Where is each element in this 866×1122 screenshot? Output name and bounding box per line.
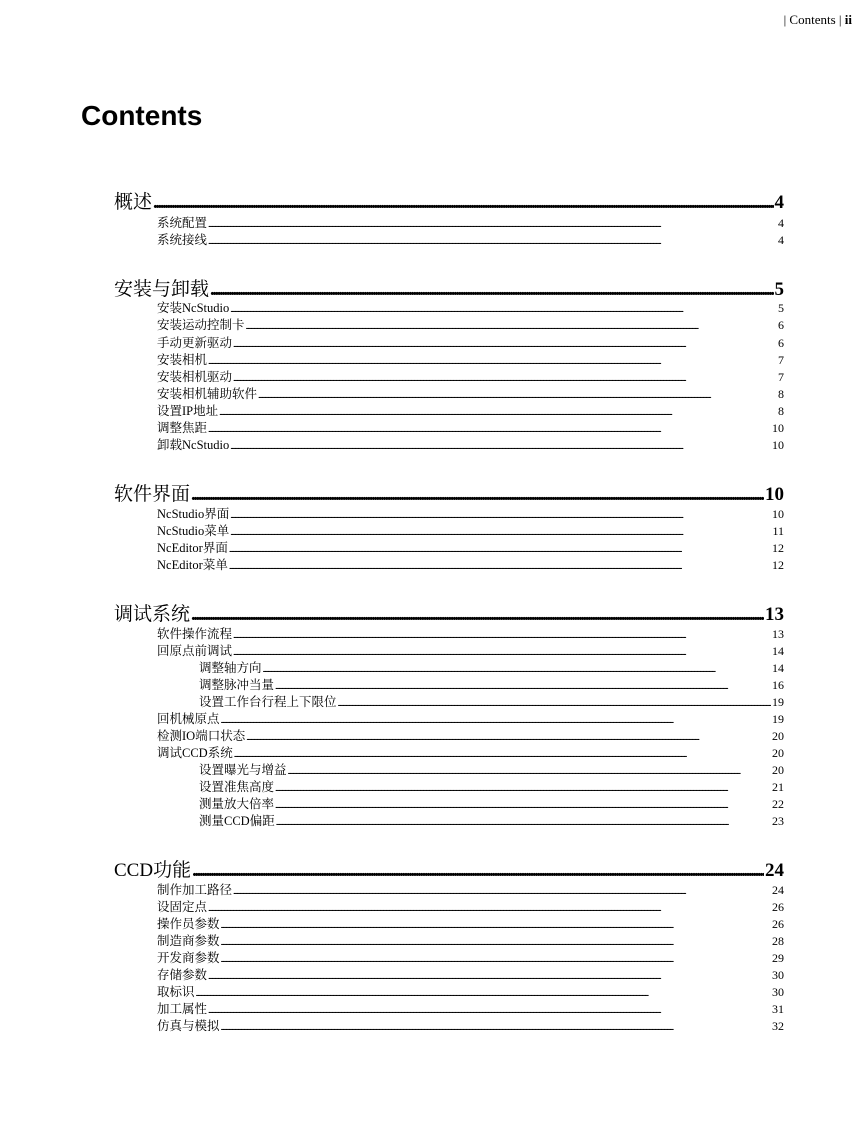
- toc-entry-label: 取标识: [157, 985, 195, 999]
- toc-entry-label: 安装运动控制卡: [157, 318, 245, 332]
- toc-entry-label: 开发商参数: [157, 951, 220, 965]
- dot-leader: [208, 424, 771, 434]
- dot-leader: [246, 321, 777, 331]
- dot-leader: [208, 971, 771, 981]
- dot-leader: [230, 441, 771, 451]
- dot-leader: [229, 544, 771, 554]
- dot-leader: [208, 1005, 771, 1015]
- toc-entry-label: NcEditor菜单: [157, 558, 228, 572]
- toc-section-entry[interactable]: [0, 298, 866, 315]
- toc-section-entry[interactable]: [0, 230, 866, 247]
- toc-section-entry[interactable]: [0, 931, 866, 948]
- toc-section-entry[interactable]: [0, 948, 866, 965]
- toc-entry-label: 软件界面: [114, 484, 191, 505]
- toc-entry-page-number: 31: [772, 1002, 784, 1016]
- toc-section-entry[interactable]: [0, 897, 866, 914]
- toc-subsection-entry[interactable]: [0, 794, 866, 811]
- toc-entry-page-number: 24: [772, 883, 784, 897]
- toc-entry-label: 仿真与模拟: [157, 1019, 220, 1033]
- toc-section-entry[interactable]: [0, 333, 866, 350]
- toc-entry-page-number: 10: [772, 438, 784, 452]
- toc-section-entry[interactable]: [0, 367, 866, 384]
- toc-section-entry[interactable]: [0, 965, 866, 982]
- toc-entry-label: NcStudio菜单: [157, 524, 230, 538]
- dot-leader: [221, 937, 771, 947]
- dot-leader: [288, 766, 771, 776]
- toc-entry-label: 调试系统: [114, 604, 191, 625]
- dot-leader: [221, 715, 771, 725]
- toc-entry-page-number: 20: [772, 729, 784, 743]
- dot-leader: [275, 783, 771, 793]
- toc-entry-label: 调整焦距: [157, 421, 208, 435]
- toc-entry-page-number: 29: [772, 951, 784, 965]
- toc-entry-page-number: 23: [772, 814, 784, 828]
- toc-entry-page-number: 19: [772, 695, 784, 709]
- toc-entry-page-number: 11: [772, 524, 784, 538]
- toc-entry-label: 调整轴方向: [199, 661, 262, 675]
- toc-subsection-entry[interactable]: [0, 692, 866, 709]
- toc-section-entry[interactable]: [0, 401, 866, 418]
- toc-entry-page-number: 4: [774, 192, 784, 213]
- dot-leader: [196, 988, 771, 998]
- toc-entry-label: NcEditor界面: [157, 541, 228, 555]
- toc-section-entry[interactable]: [0, 384, 866, 401]
- dot-leader: [233, 647, 771, 657]
- toc-entry-page-number: 21: [772, 780, 784, 794]
- toc-section-entry[interactable]: [0, 538, 866, 555]
- toc-entry-label: 系统接线: [157, 233, 208, 247]
- dot-leader: [153, 192, 773, 214]
- toc-entry-label: 制作加工路径: [157, 883, 233, 897]
- dot-leader: [258, 390, 777, 400]
- dot-leader: [234, 749, 771, 759]
- toc-section-entry[interactable]: [0, 504, 866, 521]
- toc-entry-page-number: 6: [778, 336, 784, 350]
- toc-section-entry[interactable]: [0, 914, 866, 931]
- dot-leader: [191, 484, 764, 506]
- toc-chapter-entry[interactable]: [0, 855, 866, 883]
- toc-entry-page-number: 10: [765, 484, 784, 505]
- toc-entry-page-number: 5: [774, 279, 784, 300]
- toc-subsection-entry[interactable]: [0, 675, 866, 692]
- toc-entry-label: NcStudio界面: [157, 507, 230, 521]
- toc-chapter-entry[interactable]: [0, 599, 866, 627]
- toc-section-entry[interactable]: [0, 418, 866, 435]
- dot-leader: [229, 561, 771, 571]
- dot-leader: [246, 732, 771, 742]
- toc-subsection-entry[interactable]: [0, 760, 866, 777]
- toc-entry-page-number: 12: [772, 558, 784, 572]
- toc-entry-label: 回机械原点: [157, 712, 220, 726]
- dot-leader: [208, 356, 777, 366]
- toc-entry-page-number: 26: [772, 900, 784, 914]
- toc-entry-label: 设置IP地址: [157, 404, 219, 418]
- toc-entry-page-number: 8: [778, 387, 784, 401]
- toc-chapter-entry[interactable]: [0, 187, 866, 215]
- toc-entry-page-number: 16: [772, 678, 784, 692]
- toc-entry-label: 检测IO端口状态: [157, 729, 246, 743]
- dot-leader: [233, 373, 777, 383]
- toc-entry-page-number: 6: [778, 318, 784, 332]
- toc-entry-page-number: 19: [772, 712, 784, 726]
- toc-entry-page-number: 8: [778, 404, 784, 418]
- toc-entry-page-number: 28: [772, 934, 784, 948]
- toc-section-entry[interactable]: [0, 521, 866, 538]
- toc-chapter-entry[interactable]: [0, 479, 866, 507]
- page-title: Contents: [81, 100, 203, 131]
- toc-entry-label: 安装NcStudio: [157, 301, 230, 315]
- dot-leader: [191, 604, 764, 626]
- toc-entry-page-number: 7: [778, 370, 784, 384]
- toc-entry-page-number: 13: [772, 627, 784, 641]
- toc-section-entry[interactable]: [0, 435, 866, 452]
- toc-entry-page-number: 20: [772, 763, 784, 777]
- toc-section-entry[interactable]: [0, 641, 866, 658]
- toc-entry-page-number: 5: [778, 301, 784, 315]
- toc-section-entry[interactable]: [0, 999, 866, 1016]
- dot-leader: [208, 903, 771, 913]
- toc-entry-label: 手动更新驱动: [157, 336, 233, 350]
- toc-entry-page-number: 12: [772, 541, 784, 555]
- toc-entry-label: 调整脉冲当量: [199, 678, 275, 692]
- toc-entry-page-number: 30: [772, 985, 784, 999]
- dot-leader: [221, 920, 771, 930]
- toc-entry-page-number: 22: [772, 797, 784, 811]
- toc-section-entry[interactable]: [0, 555, 866, 572]
- toc-entry-page-number: 7: [778, 353, 784, 367]
- toc-entry-label: 安装与卸载: [114, 279, 210, 300]
- toc-entry-label: 设置工作台行程上下限位: [199, 695, 337, 709]
- dot-leader: [233, 886, 771, 896]
- toc-section-entry[interactable]: [0, 709, 866, 726]
- toc-entry-label: 存储参数: [157, 968, 208, 982]
- dot-leader: [192, 860, 764, 882]
- toc-section-entry[interactable]: [0, 982, 866, 999]
- header-prefix: | Contents |: [783, 12, 842, 27]
- toc-entry-label: 安装相机驱动: [157, 370, 233, 384]
- dot-leader: [233, 630, 771, 640]
- toc-entry-label: 安装相机辅助软件: [157, 387, 258, 401]
- toc-entry-page-number: 10: [772, 507, 784, 521]
- dot-leader: [233, 339, 777, 349]
- toc-section-entry[interactable]: [0, 624, 866, 641]
- toc-entry-label: 概述: [114, 192, 153, 213]
- toc-entry-page-number: 26: [772, 917, 784, 931]
- dot-leader: [230, 304, 777, 314]
- toc-entry-page-number: 13: [765, 604, 784, 625]
- toc-subsection-entry[interactable]: [0, 777, 866, 794]
- toc-entry-label: 设置准焦高度: [199, 780, 275, 794]
- dot-leader: [221, 1022, 771, 1032]
- toc-subsection-entry[interactable]: [0, 658, 866, 675]
- toc-section-entry[interactable]: [0, 726, 866, 743]
- toc-entry-label: 系统配置: [157, 216, 208, 230]
- dot-leader: [275, 800, 771, 810]
- dot-leader: [338, 698, 771, 708]
- toc-entry-page-number: 14: [772, 644, 784, 658]
- toc-entry-label: 卸载NcStudio: [157, 438, 230, 452]
- dot-leader: [230, 527, 771, 537]
- toc-entry-label: 制造商参数: [157, 934, 220, 948]
- toc-section-entry[interactable]: [0, 213, 866, 230]
- toc-subsection-entry[interactable]: [0, 811, 866, 828]
- dot-leader: [219, 407, 777, 417]
- toc-entry-page-number: 32: [772, 1019, 784, 1033]
- dot-leader: [275, 681, 771, 691]
- toc-entry-label: CCD功能: [114, 860, 192, 881]
- toc-section-entry[interactable]: [0, 350, 866, 367]
- toc-entry-page-number: 4: [778, 216, 784, 230]
- toc-entry-label: 加工属性: [157, 1002, 208, 1016]
- dot-leader: [230, 510, 771, 520]
- dot-leader: [208, 219, 777, 229]
- toc-entry-label: 安装相机: [157, 353, 208, 367]
- toc-entry-page-number: 4: [778, 233, 784, 247]
- toc-section-entry[interactable]: [0, 743, 866, 760]
- toc-entry-label: 设置曝光与增益: [199, 763, 287, 777]
- toc-section-entry[interactable]: [0, 880, 866, 897]
- toc-entry-page-number: 24: [765, 860, 784, 881]
- toc-entry-label: 设固定点: [157, 900, 208, 914]
- dot-leader: [208, 236, 777, 246]
- dot-leader: [276, 817, 771, 827]
- toc-entry-label: 操作员参数: [157, 917, 220, 931]
- toc-entry-page-number: 20: [772, 746, 784, 760]
- toc-entry-label: 测量CCD偏距: [199, 814, 275, 828]
- header-page-number: ii: [844, 12, 852, 27]
- toc-entry-page-number: 10: [772, 421, 784, 435]
- toc-entry-page-number: 30: [772, 968, 784, 982]
- toc-entry-label: 回原点前调试: [157, 644, 233, 658]
- dot-leader: [221, 954, 771, 964]
- dot-leader: [263, 664, 771, 674]
- toc-section-entry[interactable]: [0, 1016, 866, 1033]
- toc-entry-label: 软件操作流程: [157, 627, 233, 641]
- toc-entry-label: 测量放大倍率: [199, 797, 275, 811]
- toc-section-entry[interactable]: [0, 315, 866, 332]
- toc-entry-label: 调试CCD系统: [157, 746, 233, 760]
- toc-entry-page-number: 14: [772, 661, 784, 675]
